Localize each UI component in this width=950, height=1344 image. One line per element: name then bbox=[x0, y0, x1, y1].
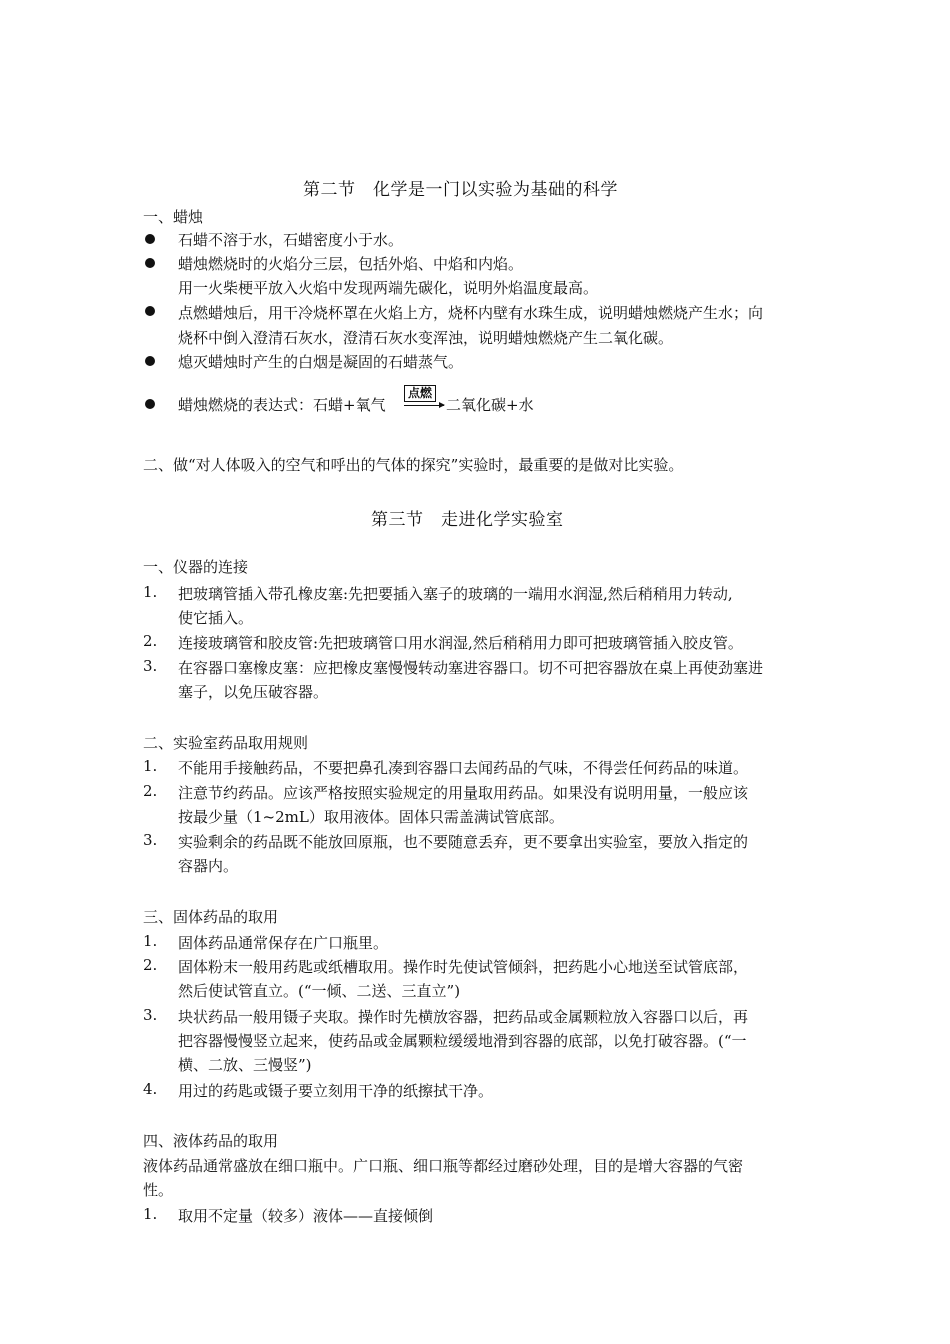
item-text: 用过的药匙或镊子要立刻用干净的纸擦拭干净。 bbox=[178, 1082, 494, 1100]
part-heading: 三、固体药品的取用 bbox=[143, 908, 279, 926]
item-number: 3. bbox=[143, 1006, 158, 1024]
bullet-icon bbox=[145, 234, 155, 244]
item-text: 固体药品通常保存在广口瓶里。 bbox=[178, 934, 389, 952]
item-number: 2. bbox=[143, 956, 158, 974]
item-text: 块状药品一般用镊子夹取。操作时先横放容器，把药品或金属颗粒放入容器口以后，再 bbox=[178, 1008, 749, 1026]
item-text: 实验剩余的药品既不能放回原瓶，也不要随意丢弃，更不要拿出实验室，要放入指定的 bbox=[178, 833, 749, 851]
reaction-arrow-icon bbox=[404, 405, 444, 406]
item-text: 容器内。 bbox=[178, 857, 239, 875]
item-number: 2. bbox=[143, 632, 158, 650]
item-number: 2. bbox=[143, 782, 158, 800]
item-text: 在容器口塞橡皮塞：应把橡皮塞慢慢转动塞进容器口。切不可把容器放在桌上再使劲塞进 bbox=[178, 659, 764, 677]
item-text: 使它插入。 bbox=[178, 609, 254, 627]
bullet-text: 蜡烛燃烧时的火焰分三层，包括外焰、中焰和内焰。 bbox=[178, 255, 524, 273]
item-text: 把玻璃管插入带孔橡皮塞:先把要插入塞子的玻璃的一端用水润湿,然后稍稍用力转动, bbox=[178, 585, 733, 603]
bullet-text: 点燃蜡烛后，用干冷烧杯罩在火焰上方，烧杯内壁有水珠生成，说明蜡烛燃烧产生水；向 bbox=[178, 304, 764, 322]
item-number: 1. bbox=[143, 1205, 158, 1223]
item-text: 然后使试管直立。(“一倾、二送、三直立”) bbox=[178, 982, 461, 1000]
bullet-icon bbox=[145, 356, 155, 366]
bullet-text-continued: 烧杯中倒入澄清石灰水，澄清石灰水变浑浊，说明蜡烛燃烧产生二氧化碳。 bbox=[178, 329, 674, 347]
item-text: 按最少量（1~2mL）取用液体。固体只需盖满试管底部。 bbox=[178, 808, 564, 826]
reaction-condition: 点燃 bbox=[404, 385, 436, 402]
contrast-experiment-note: 二、做“对人体吸入的空气和呼出的气体的探究”实验时，最重要的是做对比实验。 bbox=[143, 456, 684, 474]
part-heading: 二、实验室药品取用规则 bbox=[143, 734, 309, 752]
candle-heading: 一、蜡烛 bbox=[143, 208, 204, 226]
equation-prefix: 蜡烛燃烧的表达式：石蜡+氧气 bbox=[178, 396, 386, 414]
intro-text: 液体药品通常盛放在细口瓶中。广口瓶、细口瓶等都经过磨砂处理，目的是增大容器的气密 bbox=[143, 1157, 744, 1175]
item-text: 注意节约药品。应该严格按照实验规定的用量取用药品。如果没有说明用量，一般应该 bbox=[178, 784, 749, 802]
bullet-icon bbox=[145, 399, 155, 409]
item-text: 塞子，以免压破容器。 bbox=[178, 683, 329, 701]
item-text: 连接玻璃管和胶皮管:先把玻璃管口用水润湿,然后稍稍用力即可把玻璃管插入胶皮管。 bbox=[178, 634, 743, 652]
item-number: 1. bbox=[143, 757, 158, 775]
item-number: 1. bbox=[143, 932, 158, 950]
section-3-title: 第三节 走进化学实验室 bbox=[371, 510, 564, 530]
item-text: 取用不定量（较多）液体——直接倾倒 bbox=[178, 1207, 434, 1225]
item-number: 3. bbox=[143, 831, 158, 849]
item-text: 固体粉末一般用药匙或纸槽取用。操作时先使试管倾斜，把药匙小心地送至试管底部， bbox=[178, 958, 749, 976]
item-text: 横、二放、三慢竖”) bbox=[178, 1056, 312, 1074]
item-text: 把容器慢慢竖立起来，使药品或金属颗粒缓缓地滑到容器的底部，以免打破容器。(“一 bbox=[178, 1032, 747, 1050]
item-number: 3. bbox=[143, 657, 158, 675]
section-2-title: 第二节 化学是一门以实验为基础的科学 bbox=[303, 180, 618, 200]
item-text: 不能用手接触药品，不要把鼻孔凑到容器口去闻药品的气味，不得尝任何药品的味道。 bbox=[178, 759, 749, 777]
part-heading: 一、仪器的连接 bbox=[143, 558, 249, 576]
bullet-text: 石蜡不溶于水，石蜡密度小于水。 bbox=[178, 231, 404, 249]
bullet-text: 熄灭蜡烛时产生的白烟是凝固的石蜡蒸气。 bbox=[178, 353, 464, 371]
item-number: 4. bbox=[143, 1080, 158, 1098]
bullet-icon bbox=[145, 306, 155, 316]
item-number: 1. bbox=[143, 583, 158, 601]
part-heading: 四、液体药品的取用 bbox=[143, 1132, 279, 1150]
bullet-icon bbox=[145, 258, 155, 268]
equation-suffix: 二氧化碳+水 bbox=[446, 396, 534, 414]
bullet-text-continued: 用一火柴梗平放入火焰中发现两端先碳化，说明外焰温度最高。 bbox=[178, 279, 599, 297]
intro-text: 性。 bbox=[143, 1181, 174, 1199]
